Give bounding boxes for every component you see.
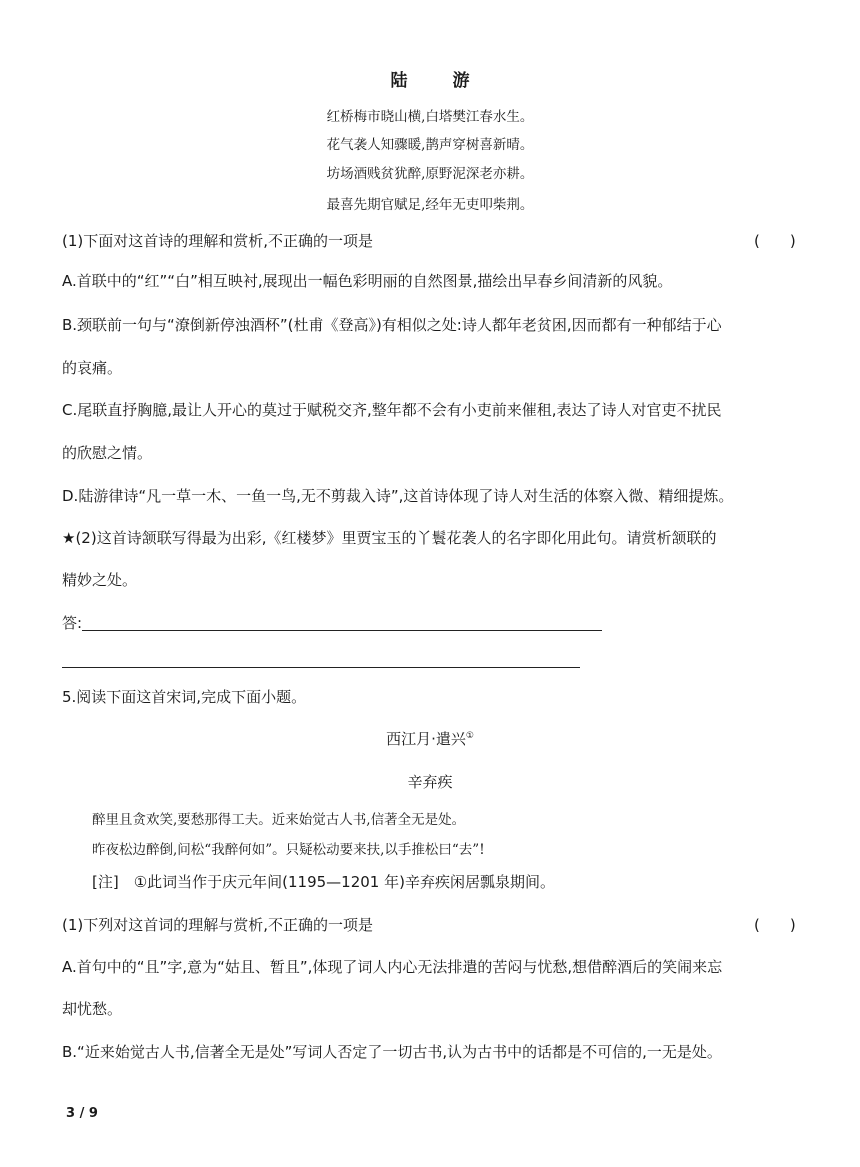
option-b: B.颈联前一句与“潦倒新停浊酒杯”(杜甫《登高》)有相似之处:诗人都年老贫困,因而都有一种郁结于心	[62, 316, 722, 334]
option-d: D.陆游律诗“凡一草一木、一鱼一鸟,无不剪裁入诗”,这首诗体现了诗人对生活的体察入微、精细提炼。	[62, 487, 734, 505]
poem-author: 陆 游	[390, 71, 484, 91]
option-a-cont: 却忧愁。	[62, 1000, 123, 1018]
question-2-stem: ★(2)这首诗颔联写得最为出彩,《红楼梦》里贾宝玉的丫鬟花袭人的名字即化用此句。请赏析颔联的	[62, 529, 717, 547]
question-2-stem-cont: 精妙之处。	[62, 571, 138, 589]
answer-paren: ( )	[754, 916, 796, 934]
answer-label: 答:	[62, 614, 83, 632]
poem-line: 最喜先期官赋足,经年无吏叩柴荆。	[326, 197, 534, 213]
option-a: A.首联中的“红”“白”相互映衬,展现出一幅色彩明丽的自然图景,描绘出早春乡间清新的风貌。	[62, 272, 673, 290]
ci-author: 辛弃疾	[407, 773, 453, 791]
question-5-intro: 5.阅读下面这首宋词,完成下面小题。	[62, 688, 307, 706]
answer-line[interactable]	[62, 667, 580, 668]
question-1-stem: (1)下面对这首诗的理解和赏析,不正确的一项是	[62, 232, 374, 250]
poem-line: 红桥梅市晓山横,白塔樊江春水生。	[326, 109, 534, 125]
ci-line: 醉里且贪欢笑,要愁那得工夫。近来始觉古人书,信著全无是处。	[92, 812, 466, 828]
page-number: 3 / 9	[66, 1106, 98, 1121]
ci-title	[0, 728, 860, 749]
ci-line: 昨夜松边醉倒,问松“我醉何如”。只疑松动要来扶,以手推松曰“去”!	[92, 842, 485, 858]
answer-paren: ( )	[754, 232, 796, 250]
option-b: B.“近来始觉古人书,信著全无是处”写词人否定了一切古书,认为古书中的话都是不可信的,一无是处。	[62, 1043, 722, 1061]
question-5-1-stem: (1)下列对这首词的理解与赏析,不正确的一项是	[62, 916, 374, 934]
footnote-mark: ①	[465, 731, 474, 741]
option-a: A.首句中的“且”字,意为“姑且、暂且”,体现了词人内心无法排遣的苦闷与忧愁,想借醉酒后的笑闹来忘	[62, 958, 723, 976]
option-b-cont: 的哀痛。	[62, 359, 123, 377]
ci-title-text: 西江月·遣兴	[386, 730, 466, 748]
poem-line: 坊场酒贱贫犹醉,原野泥深老亦耕。	[326, 166, 534, 182]
footnote: [注] ①此词当作于庆元年间(1195—1201 年)辛弃疾闲居瓢泉期间。	[92, 873, 555, 891]
option-c: C.尾联直抒胸臆,最让人开心的莫过于赋税交齐,整年都不会有小吏前来催租,表达了诗人对官吏不扰民	[62, 401, 722, 419]
option-c-cont: 的欣慰之情。	[62, 444, 153, 462]
answer-line[interactable]	[82, 630, 602, 631]
poem-line: 花气袭人知骤暖,鹊声穿树喜新晴。	[326, 137, 534, 153]
